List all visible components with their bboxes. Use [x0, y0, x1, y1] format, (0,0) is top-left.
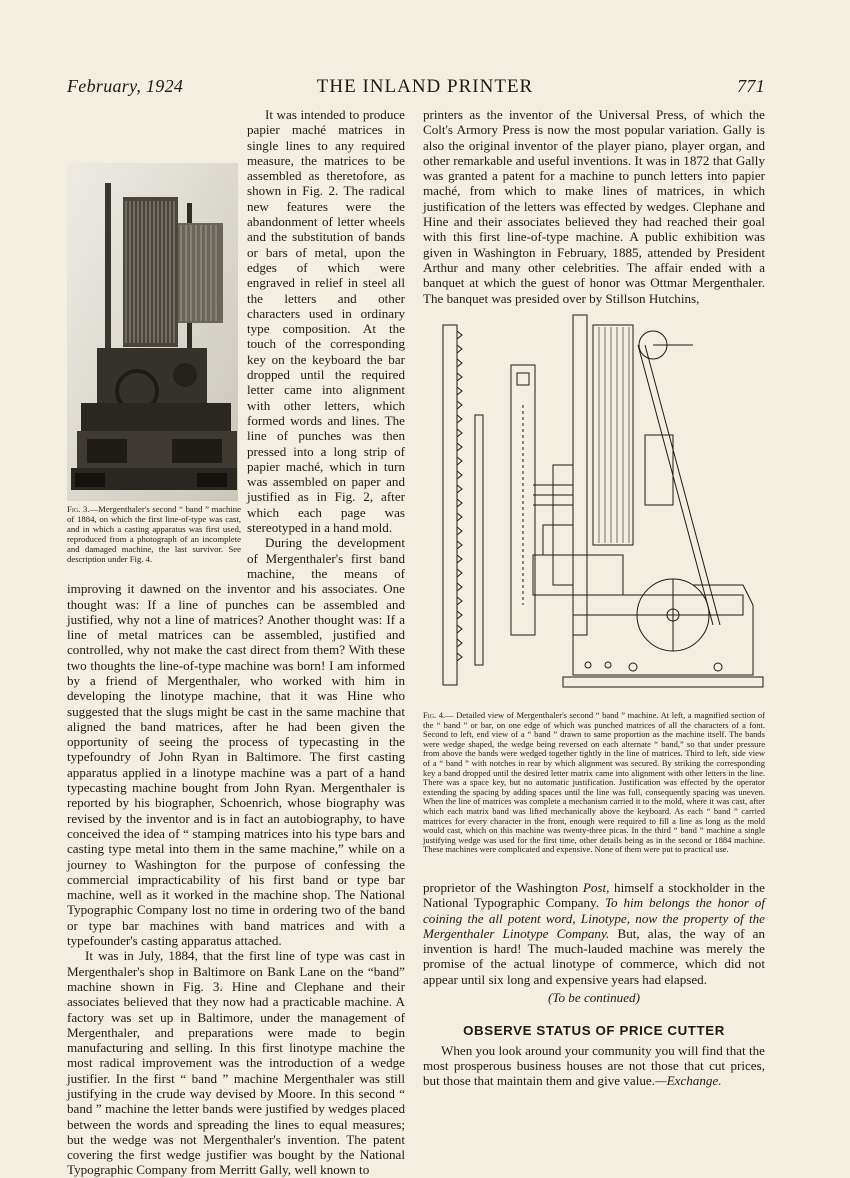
- sidebar-text: [423, 1043, 765, 1089]
- band-machine-diagram: [423, 305, 765, 708]
- issue-date: February, 1924: [67, 76, 184, 96]
- p2-italic-passage: To him belongs the honor of coining the all potent word, Linotype, now the property of the Mergenthaler Linotype Company.: [423, 895, 765, 941]
- to-be-continued: (To be continued): [548, 990, 640, 1006]
- p2-middle: himself a stockholder in the National Typographic Company.: [423, 880, 765, 911]
- sidebar-body: When you look around your community you will find that the most prosperous business houses are not those that cut prices, but those that maintain them and give value.: [423, 1042, 765, 1089]
- page-number: 771: [737, 76, 765, 96]
- figure-4-caption-text: — Detailed view of Mergenthaler's second “ band ” machine. At left, a magnified section of the “ band ” or bar, on one edge of which was punched matrices of all the characters of a font. Second to left, end view of a “ band ” drawn to same proportion as the machine itself. The bands were wedge shaped, the wedge being reversed on each alternate “ band,” so that under pressure from above the bands were wedged together tightly in the line of matrices. Third to left, side view of a “ band ” with notches in rear by which alignment was secured. By striking the corresponding key a band dropped until the desired letter matrix came into alignment with other letters in the line. There was a space key, but no automatic justification. Justification was effected by the operator extending the spacing by adding spaces until the line was full, consequently spacing was uneven. When the line of matrices was complete a mechanism carried it to the mold, where it was cast, after which each matrix band was lifted mechanically above the keyboard. As each “ band ” carried matrices for every character in the front, enough were required to fill a line as long as the mold would cast, which on this machine was twenty-three picas. In the third “ band ” machine a single justifying wedge was used for the first time, other details being as in the second or 1884 machine. These machines were complicated and expensive. None of them were put to practical use.: [423, 710, 766, 855]
- left-column: [67, 107, 405, 1178]
- right-paragraph-2: [423, 880, 765, 987]
- p2-end: But, alas, the way of an invention is hard! The much-lauded machine was merely the promise of the actual linotype of commerce, which did not appear until six long and expensive years had elapsed.: [423, 925, 765, 987]
- left-paragraph-1: It was intended to produce papier maché matrices in single lines to any required measure, the matrices to be assembled as theretofore, as shown in Fig. 2. The radical new features were the abandonment of letter wheels and the substitution of bands or bars of metal, upon the edges of which were engraved in relief in steel all the letters and other characters used in ordinary type composition. At the touch of the corresponding key on the keyboard the bar dropped until the required letter came into alignment with other letters, which formed words and lines. The line of punches was then pressed into a long strip of papier maché, which in turn was assembled on paper and justified as in Fig. 2, after which each page was stereotyped in a hand mold.: [247, 107, 405, 536]
- band-machine-photo: [67, 163, 238, 501]
- left-paragraph-2: During the development of Mergenthaler's first band machine, the means of improving it dawned on the inventor and his associates. One thought was: If a line of punches can be assembled and justified, why not a line of matrices? Another thought was: If a line of metal matrices can be assembled, justified and controlled, why not make the cast direct from them? With these two thoughts the line-of-type machine was born! I am informed by a friend of Mergenthaler, who worked with him in developing the linotype machine, that it was Hine who suggested that the slugs might be cast in the same machine that aligned the band matrices, after he had been given the opportunity of seeing the process of typecasting in the typefoundry of John Ryan in Baltimore. The first casting apparatus applied in a linotype machine was a part of a hand typecasting machine bought from John Ryan. Mergenthaler is reported by his biographer, Schoenrich, whose biography was revised by the inventor and is in fact an autobiography, to have conceived the idea of “ stamping matrices into his type bars and casting type metal into them in the same machine,” while on a journey to Washington for the purpose of confessing the commercial impracticability of his first band or type bar machine, well as it worked in the machine shop. The National Typographic Company lost no time in ordering two of the band or type bar machines with band matrices and with a typefounder's casting apparatus attached.: [67, 535, 405, 949]
- figure-3: [67, 107, 241, 564]
- right-top-text: [423, 107, 765, 306]
- figure-4-label: Fig. 4.: [423, 710, 446, 720]
- sidebar-source: —Exchange.: [655, 1073, 722, 1089]
- right-bottom-text: [423, 880, 765, 1089]
- sidebar-heading: OBSERVE STATUS OF PRICE CUTTER: [463, 1023, 725, 1039]
- figure-3-caption: [67, 504, 241, 564]
- figure-4-caption: [423, 711, 765, 874]
- p2-start: proprietor of the Washington: [423, 880, 583, 895]
- figure-3-label: Fig. 3.: [67, 504, 90, 514]
- figure-3-caption-text: —Mergenthaler's second “ band ” machine of 1884, on which the first line-of-type was cast, and in which a casting apparatus was first used, reproduced from a photograph of an incomplete and damaged machine, the last survivor. See description under Fig. 4.: [67, 504, 242, 564]
- left-paragraph-3: It was in July, 1884, that the first line of type was cast in Mergenthaler's shop in Baltimore on Bank Lane on the “band” machine shown in Fig. 3. Hine and Clephane and their associates believed that they now had a practicable machine. A factory was set up in Baltimore, under the management of Mergenthaler, and preparations were made to begin manufacturing and selling. In this first linotype machine the most radical improvement was the introduction of a wedge justifier. In the first “ band ” machine Mergenthaler was still justifying in the crude way devised by Moore. In this second “ band ” machine the letter bands were justified by wedges placed between the words and spreading the lines to equal measures; but the wedge was not Mergenthaler's invention. The patent covering the first wedge justifier was bought by the National Typographic Company from Merritt Gally, well known to: [67, 948, 405, 1178]
- newspaper-name: Post,: [582, 880, 610, 895]
- right-column: [423, 107, 765, 1147]
- magazine-title: THE INLAND PRINTER: [316, 76, 534, 97]
- right-paragraph-1: printers as the inventor of the Universal Press, of which the Colt's Armory Press is now the most popular variation. Gally is also the original inventor of the player piano, player organ, and other remarkable and useful inventions. It was in 1872 that Gally was granted a patent for a machine to punch letters into papier maché, from which to make lines of matrices, in which justification of the letters was effected by wedges. Clephane and Hine and their associates believed they had reached their goal with this first line-of-type machine. A public exhibition was given in Washington in February, 1885, attended by President Arthur and many other celebrities. The affair ended with a banquet at which the guest of honor was Ottmar Mergenthaler. The banquet was presided over by Stillson Hutchins,: [423, 107, 765, 306]
